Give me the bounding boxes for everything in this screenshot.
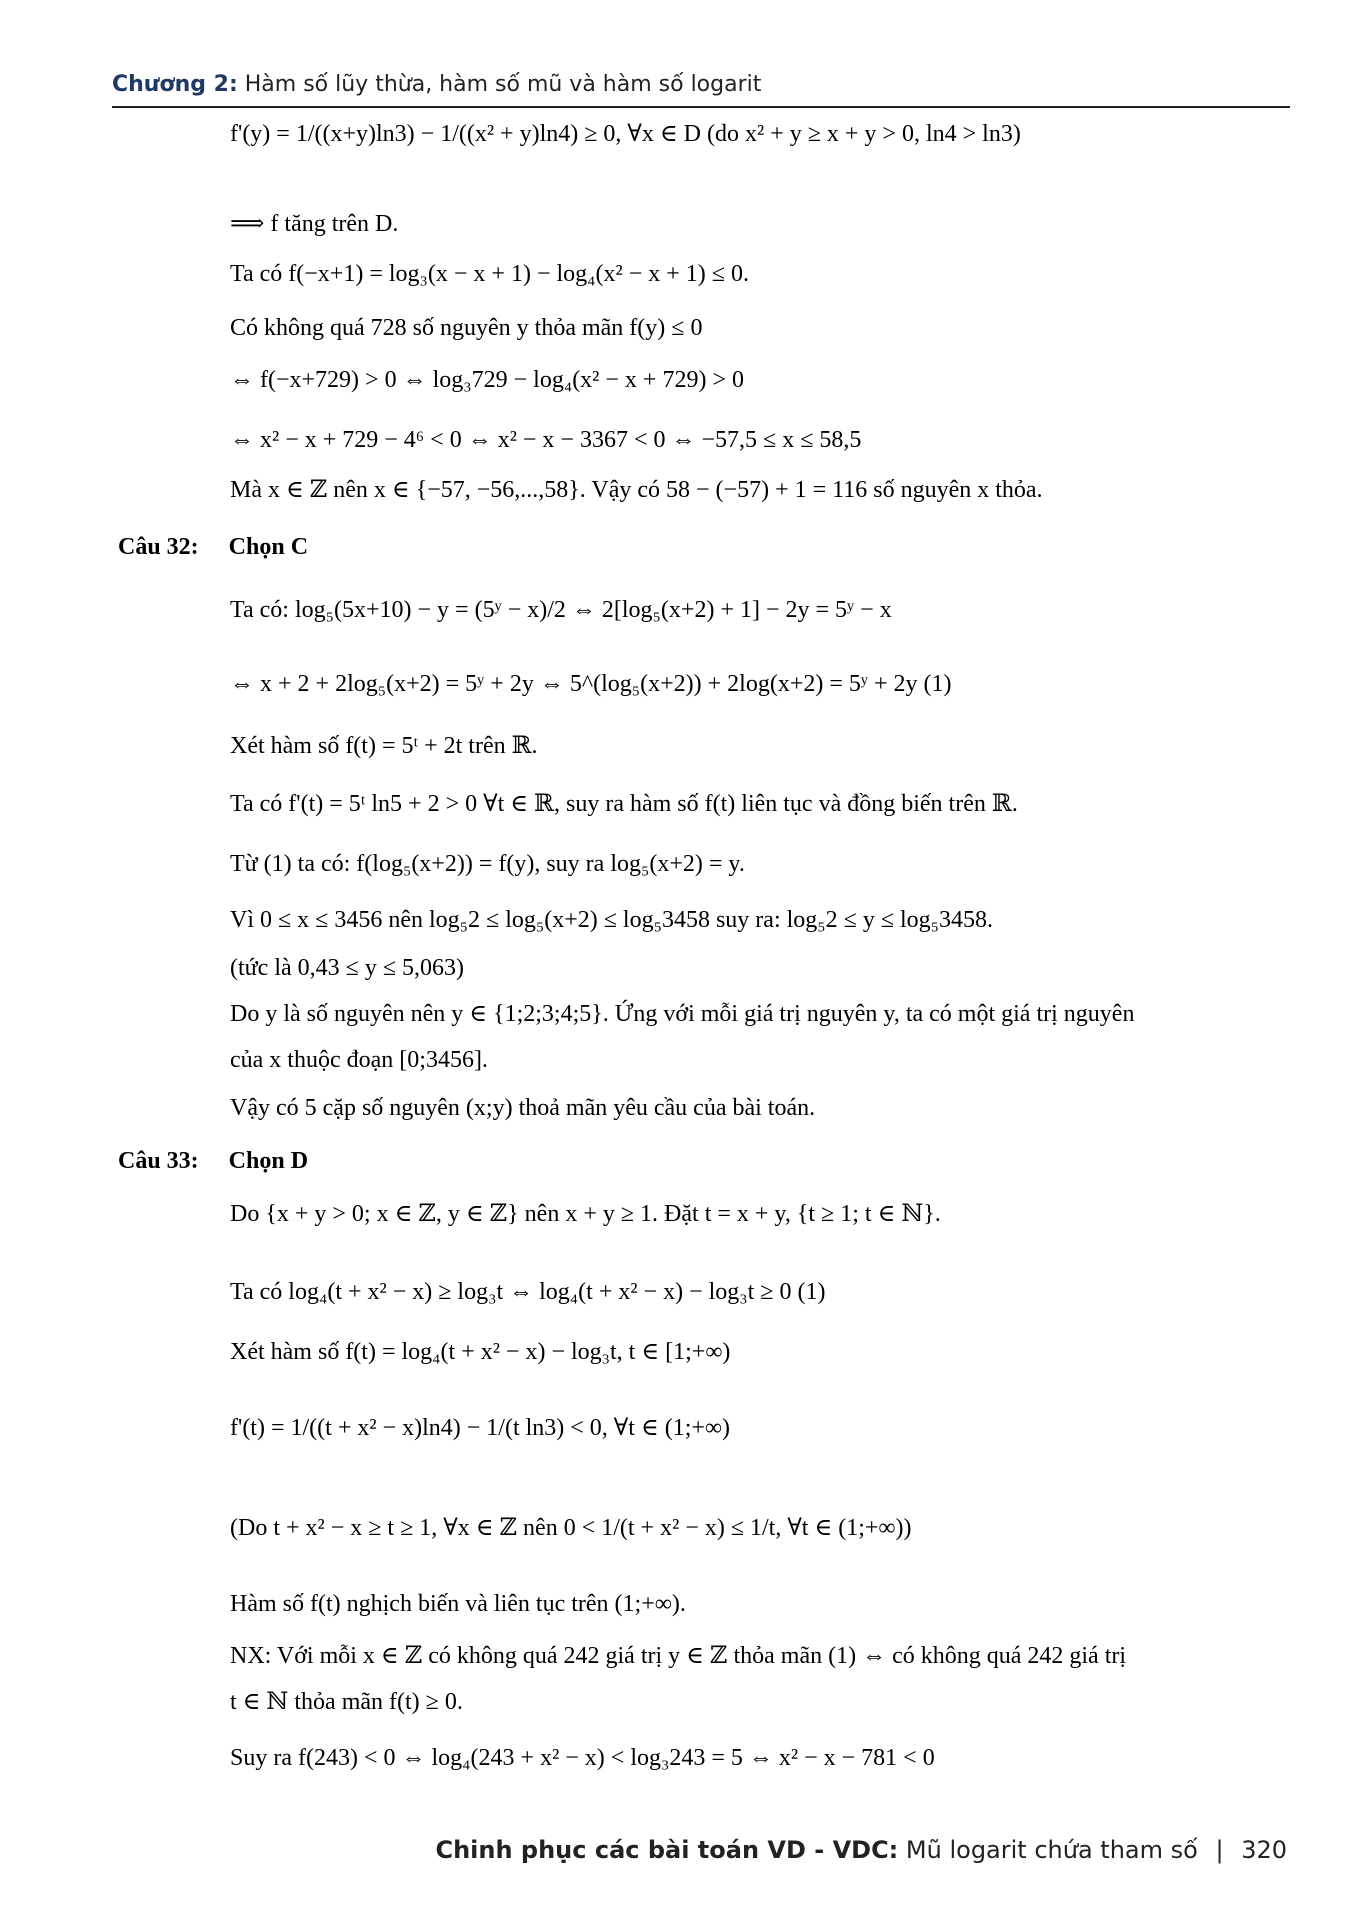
- chapter-title: Hàm số lũy thừa, hàm số mũ và hàm số logarit: [244, 72, 762, 97]
- footer-divider: |: [1215, 1836, 1224, 1864]
- math-line: của x thuộc đoạn [0;3456].: [230, 1047, 488, 1073]
- book-topic: Mũ logarit chứa tham số: [905, 1836, 1198, 1864]
- question-label: Câu 33:: [118, 1148, 199, 1174]
- question-32-heading: [118, 534, 308, 561]
- math-line: Ta có f(−x+1) = log₃(x − x + 1) − log₄(x² − x + 1) ≤ 0.: [230, 261, 749, 287]
- math-line: Do y là số nguyên nên y ∈ {1;2;3;4;5}. Ứng với mỗi giá trị nguyên y, ta có một giá trị nguyên: [230, 1001, 1135, 1027]
- math-line: (Do t + x² − x ≥ t ≥ 1, ∀x ∈ ℤ nên 0 < 1/(t + x² − x) ≤ 1/t, ∀t ∈ (1;+∞)): [230, 1515, 912, 1541]
- question-33-heading: [118, 1148, 308, 1175]
- math-line: Ta có f'(t) = 5ᵗ ln5 + 2 > 0 ∀t ∈ ℝ, suy ra hàm số f(t) liên tục và đồng biến trên ℝ.: [230, 791, 1018, 817]
- math-line: Từ (1) ta có: f(log₅(x+2)) = f(y), suy ra log₅(x+2) = y.: [230, 851, 745, 877]
- book-title: Chinh phục các bài toán VD - VDC:: [435, 1836, 899, 1864]
- math-line: Do {x + y > 0; x ∈ ℤ, y ∈ ℤ} nên x + y ≥ 1. Đặt t = x + y, {t ≥ 1; t ∈ ℕ}.: [230, 1201, 941, 1227]
- math-line: Vậy có 5 cặp số nguyên (x;y) thoả mãn yêu cầu của bài toán.: [230, 1095, 816, 1121]
- math-line: Xét hàm số f(t) = 5ᵗ + 2t trên ℝ.: [230, 733, 538, 759]
- page-footer: [435, 1836, 1287, 1864]
- math-line: ⇔ f(−x+729) > 0 ⇔ log₃729 − log₄(x² − x + 729) > 0: [230, 367, 744, 393]
- math-line: Suy ra f(243) < 0 ⇔ log₄(243 + x² − x) < log₃243 = 5 ⇔ x² − x − 781 < 0: [230, 1745, 935, 1771]
- math-line: NX: Với mỗi x ∈ ℤ có không quá 242 giá trị y ∈ ℤ thỏa mãn (1) ⇔ có không quá 242 giá trị: [230, 1643, 1127, 1669]
- chapter-label: Chương 2:: [112, 72, 238, 97]
- math-line: f'(y) = 1/((x+y)ln3) − 1/((x² + y)ln4) ≥ 0, ∀x ∈ D (do x² + y ≥ x + y > 0, ln4 > ln3): [230, 121, 1021, 147]
- math-line: Ta có log₄(t + x² − x) ≥ log₃t ⇔ log₄(t + x² − x) − log₃t ≥ 0 (1): [230, 1279, 826, 1305]
- math-line: ⇔ x + 2 + 2log₅(x+2) = 5ʸ + 2y ⇔ 5^(log₅(x+2)) + 2log(x+2) = 5ʸ + 2y (1): [230, 671, 952, 697]
- math-line: t ∈ ℕ thỏa mãn f(t) ≥ 0.: [230, 1689, 463, 1715]
- math-line: Ta có: log₅(5x+10) − y = (5ʸ − x)/2 ⇔ 2[log₅(x+2) + 1] − 2y = 5ʸ − x: [230, 597, 892, 623]
- math-line: Hàm số f(t) nghịch biến và liên tục trên (1;+∞).: [230, 1591, 686, 1617]
- page-header: [112, 72, 1290, 108]
- math-line: Có không quá 728 số nguyên y thỏa mãn f(y) ≤ 0: [230, 315, 703, 341]
- math-line: ⟹ f tăng trên D.: [230, 211, 399, 237]
- answer-choice: Chọn D: [228, 1148, 309, 1174]
- math-line: (tức là 0,43 ≤ y ≤ 5,063): [230, 955, 464, 981]
- math-line: ⇔ x² − x + 729 − 4⁶ < 0 ⇔ x² − x − 3367 < 0 ⇔ −57,5 ≤ x ≤ 58,5: [230, 427, 862, 453]
- math-line: f'(t) = 1/((t + x² − x)ln4) − 1/(t ln3) < 0, ∀t ∈ (1;+∞): [230, 1415, 731, 1441]
- math-line: Xét hàm số f(t) = log₄(t + x² − x) − log₃t, t ∈ [1;+∞): [230, 1339, 731, 1365]
- question-label: Câu 32:: [118, 534, 199, 560]
- page-number: 320: [1241, 1836, 1287, 1864]
- math-line: Vì 0 ≤ x ≤ 3456 nên log₅2 ≤ log₅(x+2) ≤ log₅3458 suy ra: log₅2 ≤ y ≤ log₅3458.: [230, 907, 994, 933]
- answer-choice: Chọn C: [228, 534, 309, 560]
- math-line: Mà x ∈ ℤ nên x ∈ {−57, −56,...,58}. Vậy có 58 − (−57) + 1 = 116 số nguyên x thỏa.: [230, 477, 1043, 503]
